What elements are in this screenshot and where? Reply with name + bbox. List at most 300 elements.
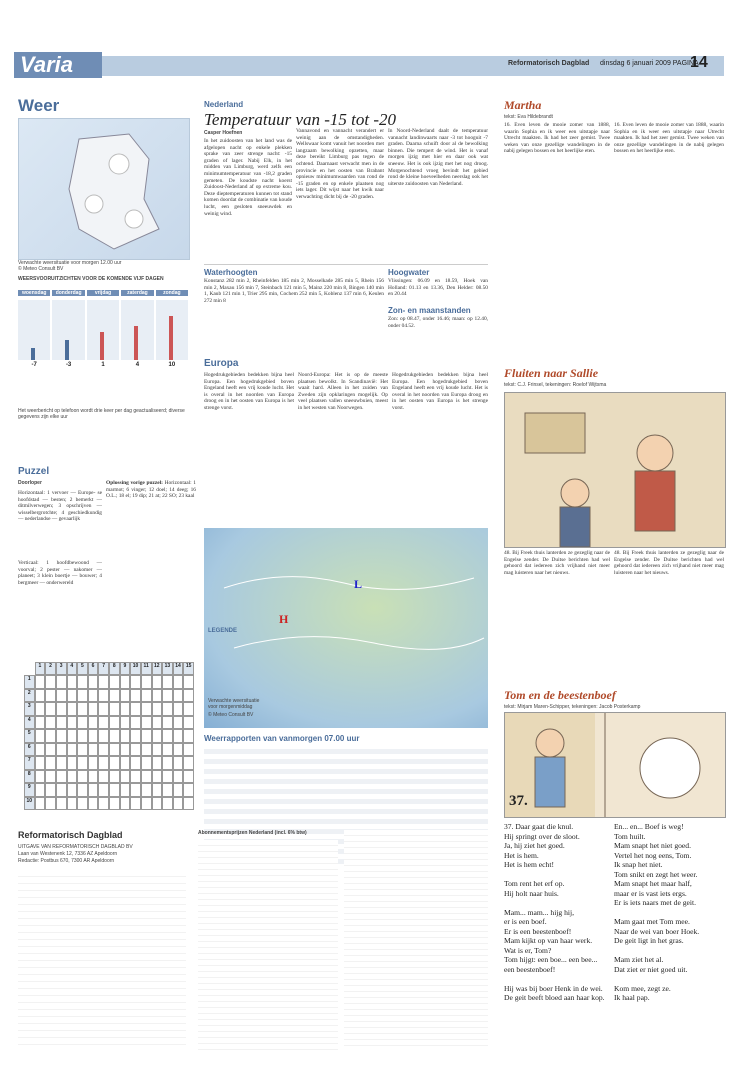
grid-cell[interactable] — [35, 675, 46, 688]
grid-cell[interactable] — [141, 756, 152, 769]
grid-cell[interactable] — [183, 797, 194, 810]
grid-col-header: 13 — [162, 662, 173, 675]
grid-cell[interactable] — [120, 797, 131, 810]
tom-line: Hij holt naar huis. — [504, 888, 559, 898]
grid-cell[interactable] — [67, 770, 78, 783]
tom-line: 37. Daar gaat die knul. — [504, 822, 574, 831]
grid-cell[interactable] — [152, 689, 163, 702]
grid-cell[interactable] — [56, 797, 67, 810]
grid-cell[interactable] — [141, 743, 152, 756]
temp-3: 4 — [135, 362, 140, 368]
date: dinsdag 6 januari 2009 PAGINA — [600, 60, 699, 67]
grid-cell[interactable] — [109, 702, 120, 715]
grid-cell[interactable] — [120, 743, 131, 756]
grid-cell[interactable] — [130, 783, 141, 796]
tom-line: maar er is vast iets ergs. — [614, 888, 687, 898]
grid-cell[interactable] — [183, 756, 194, 769]
tom-line: Dat ziet er niet goed uit. — [614, 964, 688, 974]
grid-cell[interactable] — [67, 729, 78, 742]
grid-col-header: 11 — [141, 662, 152, 675]
grid-cell[interactable] — [77, 716, 88, 729]
day-3: zaterdag — [121, 290, 153, 296]
grid-cell[interactable] — [109, 770, 120, 783]
grid-cell[interactable] — [162, 770, 173, 783]
grid-col-header: 15 — [183, 662, 194, 675]
zon-text: Zon: op 08.47, onder 16.46; maan: op 12.40, onder 04.52. — [388, 316, 488, 329]
section-label: Varia — [14, 52, 102, 78]
grid-cell[interactable] — [152, 770, 163, 783]
grid-cell[interactable] — [152, 743, 163, 756]
grid-cell[interactable] — [130, 689, 141, 702]
abonnement-table — [198, 840, 338, 1050]
grid-row-header: 10 — [24, 797, 35, 810]
grid-col-header: 8 — [109, 662, 120, 675]
grid-col-header: 3 — [56, 662, 67, 675]
grid-cell[interactable] — [130, 797, 141, 810]
grid-cell[interactable] — [183, 702, 194, 715]
puzzel-vert: Verticaal: 1 hoofdbewoond — voorval; 2 pester — nakomer — planeet; 3 klein boertje — bouwer; 4 bergmeer — onderwereld — [18, 560, 102, 586]
grid-cell[interactable] — [130, 770, 141, 783]
sallie-title: Fluiten naar Sallie — [504, 366, 599, 380]
grid-col-header: 1 — [35, 662, 46, 675]
grid-row-header: 3 — [24, 702, 35, 715]
grid-cell[interactable] — [88, 689, 99, 702]
martha-credit: tekst: Eva Hildebrandt — [504, 114, 553, 120]
tom-line — [614, 908, 724, 918]
thermometer-4 — [156, 300, 188, 360]
grid-cell[interactable] — [77, 675, 88, 688]
grid-cell[interactable] — [77, 702, 88, 715]
grid-cell[interactable] — [56, 770, 67, 783]
grid-cell[interactable] — [35, 702, 46, 715]
temp-0: -7 — [31, 362, 37, 368]
grid-cell[interactable] — [141, 783, 152, 796]
grid-cell[interactable] — [98, 783, 109, 796]
grid-cell[interactable] — [88, 797, 99, 810]
para-1: In het zuidoosten van het land was de afgelopen nacht op enkele plekken sprake van zeer strenge nacht: -15 graden of lager. Nabij Elk, in het midden van Limburg, werd zelfs een minimumtemperatuur van -18,2 graden gemeten. — [204, 138, 292, 184]
grid-cell[interactable] — [56, 756, 67, 769]
grid-cell[interactable] — [152, 702, 163, 715]
page-number: 14 — [690, 54, 708, 71]
grid-cell[interactable] — [141, 729, 152, 742]
para-6: Het is vanaf morgen ijzig met hier en daar ook wat sneeuw. Het is ook ijzig met het nog droog. Morgenochtend vroeg bevindt het gebied rond de kleine hoeveelheden neerslag ook het uiterste zuidoosten van Nederland. — [388, 147, 488, 187]
grid-col-header: 5 — [77, 662, 88, 675]
tom-line — [614, 946, 724, 956]
tom-line — [504, 974, 612, 984]
grid-cell[interactable] — [45, 797, 56, 810]
grid-cell[interactable] — [98, 756, 109, 769]
tom-line: Ik haal pap. — [614, 993, 650, 1002]
sallie-illustration — [504, 392, 726, 548]
grid-cell[interactable] — [173, 756, 184, 769]
grid-cell[interactable] — [141, 689, 152, 702]
tom-credit: tekst: Mirjam Maren-Schipper, tekeningen: Jacob Posterkamp — [504, 704, 641, 710]
grid-cell[interactable] — [152, 716, 163, 729]
grid-cell[interactable] — [162, 702, 173, 715]
grid-cell[interactable] — [173, 716, 184, 729]
tom-line: Mam... mam... hijg hij, — [504, 907, 575, 917]
grid-cell[interactable] — [45, 729, 56, 742]
grid-cell[interactable] — [35, 743, 46, 756]
thermometer-1 — [52, 300, 84, 360]
temp-2: 1 — [101, 362, 105, 368]
grid-cell[interactable] — [98, 675, 109, 688]
puzzel-horiz: Horizontaal: 1 vervoer — Europe- se hoofdstad — besten; 2 bemerkt — ditmilverwegen; 3 opschrijven — wisselbergrotchte; 4 geschiedkundig — nederlandse — gevaarlijk — [18, 490, 102, 523]
day-4: zondag — [156, 290, 188, 296]
tom-line: Tom huilt. — [614, 831, 646, 841]
grid-cell[interactable] — [98, 797, 109, 810]
grid-cell[interactable] — [67, 743, 78, 756]
grid-cell[interactable] — [141, 675, 152, 688]
grid-cell[interactable] — [88, 702, 99, 715]
grid-cell[interactable] — [183, 689, 194, 702]
grid-cell[interactable] — [35, 783, 46, 796]
tom-line: Ja, hij ziet het goed. — [504, 841, 565, 850]
grid-cell[interactable] — [45, 743, 56, 756]
tom-line: Er is iets naars met de geit. — [614, 898, 697, 907]
temp-4: 10 — [168, 362, 176, 368]
grid-cell[interactable] — [77, 743, 88, 756]
grid-cell[interactable] — [56, 689, 67, 702]
grid-cell[interactable] — [45, 689, 56, 702]
tom-line: Tom rent het erf op. — [504, 879, 565, 888]
grid-cell[interactable] — [35, 756, 46, 769]
grid-cell[interactable] — [173, 783, 184, 796]
weather-copyright: © Meteo Consult BV — [18, 266, 64, 272]
grid-cell[interactable] — [120, 729, 131, 742]
grid-cell[interactable] — [162, 756, 173, 769]
grid-cell[interactable] — [88, 756, 99, 769]
tom-line: Naar de wei van boer Hoek. — [614, 926, 700, 936]
grid-cell[interactable] — [77, 729, 88, 742]
zon-title: Zon- en maanstanden — [388, 306, 471, 315]
grid-cell[interactable] — [130, 702, 141, 715]
cloud-icon — [85, 195, 103, 213]
grid-cell[interactable] — [67, 675, 78, 688]
grid-cell[interactable] — [45, 783, 56, 796]
tom-line — [614, 974, 724, 984]
grid-cell[interactable] — [98, 702, 109, 715]
grid-cell[interactable] — [120, 689, 131, 702]
grid-cell[interactable] — [120, 756, 131, 769]
grid-cell[interactable] — [141, 770, 152, 783]
grid-col-header: 2 — [45, 662, 56, 675]
weather-title: Weer — [18, 96, 60, 115]
grid-row-header: 9 — [24, 783, 35, 796]
grid-cell[interactable] — [162, 783, 173, 796]
tom-line: Er is een beestenboef! — [504, 926, 572, 936]
paper-name: Reformatorisch Dagblad — [508, 60, 590, 67]
puzzel-title: Puzzel — [18, 466, 50, 477]
grid-cell[interactable] — [130, 756, 141, 769]
grid-cell[interactable] — [130, 743, 141, 756]
europa-col3: Hogedrukgebieden bedekken bijna heel Europa. Een hogedrukgebied boven Engeland heeft een vrij koude lucht. Het is overal in het noorden van Europa droog en in het oosten van Europa is het strenge vorst. — [392, 372, 488, 411]
grid-cell[interactable] — [109, 783, 120, 796]
weerrapport-title: Weerrapporten van vanmorgen 07.00 uur — [204, 734, 360, 743]
grid-cell[interactable] — [56, 675, 67, 688]
grid-cell[interactable] — [162, 797, 173, 810]
grid-cell[interactable] — [45, 702, 56, 715]
article-col-2 — [296, 128, 384, 262]
waterhoogten-title: Waterhoogten — [204, 268, 258, 277]
sallie-col-2: 48. Bij Freek thuis lanterden ze gezeglig naar de Engelse zender. De Duitse berichten had wel gehoord dat iedereen zich vrijhand niet meer mag luisteren naar het nieuws. — [614, 550, 724, 576]
grid-cell[interactable] — [88, 675, 99, 688]
grid-cell[interactable] — [173, 702, 184, 715]
grid-col-header: 10 — [130, 662, 141, 675]
grid-row-header: 6 — [24, 743, 35, 756]
day-1: donderdag — [52, 290, 84, 296]
grid-cell[interactable] — [152, 675, 163, 688]
grid-cell[interactable] — [152, 756, 163, 769]
tom-line: Mam ziet het al. — [614, 955, 664, 964]
sallie-drawing — [505, 393, 725, 547]
grid-cell[interactable] — [130, 729, 141, 742]
para-2: De koudste nacht koerst Zuidoost-Nederland af op extreme kou. Deze dieptemperaturen kunnen tot stand komen doordat de combinatie van koude lucht, een gesloten sneeuwdek en weinig wind. — [204, 177, 292, 217]
grid-cell[interactable] — [56, 716, 67, 729]
tom-line: Mam snapt het niet goed. — [614, 841, 691, 850]
article-section: Nederland — [204, 100, 244, 109]
tom-line — [504, 870, 612, 880]
grid-col-header: 6 — [88, 662, 99, 675]
waterhoogten-text: Konstanz 282 min 2, Rheinfelden 185 min 2, Mosselkade 285 min 5, Rhein 156 min 2, Maxau 156 min 7, Steinbach 121 min 5, Mainz 220 min 8, Bingen 140 min 1, Kaub 121 min 1, Trier 295 min, Cochem 252 min 5, Koblenz 137 min 6, Keulen 272 min 8 — [204, 278, 384, 304]
grid-cell[interactable] — [45, 716, 56, 729]
grid-row-header: 4 — [24, 716, 35, 729]
grid-cell[interactable] — [152, 797, 163, 810]
grid-col-header: 9 — [120, 662, 131, 675]
day-0: woensdag — [18, 290, 50, 296]
grid-row-header: 8 — [24, 770, 35, 783]
tom-line: Hij was bij boer Henk in de wei. — [504, 983, 603, 993]
grid-cell[interactable] — [45, 675, 56, 688]
grid-cell[interactable] — [130, 675, 141, 688]
grid-cell[interactable] — [35, 716, 46, 729]
grid-cell[interactable] — [67, 689, 78, 702]
grid-cell[interactable] — [152, 729, 163, 742]
tom-line: En... en... Boef is weg! — [614, 822, 684, 831]
tom-line: Tom hijgt: een boe... een bee... — [504, 955, 598, 964]
grid-cell[interactable] — [88, 729, 99, 742]
grid-cell[interactable] — [109, 689, 120, 702]
grid-cell[interactable] — [162, 743, 173, 756]
tom-title: Tom en de beestenboef — [504, 688, 616, 702]
high-pressure-label: H — [279, 612, 289, 626]
colofon-text-block — [18, 870, 186, 1050]
martha-col-1: 16. Even leven de mooie zomer van 1888, waarin Sophia en ik weer een uitstapje naar Utrecht maakten. Ik had het zeer gemist. Twee weken van onze gezellige wandelingen in de nabij gelegen bossen en het heerlijke eten. — [504, 122, 610, 155]
para-3: Vannavond en vannacht verandert er weinig aan de omstandigheden. Wellswaar komt vanuit het noorden met langzaam bewolking opzetten, maar deze bereikt Limburg pas tegen de ochtend. — [296, 128, 384, 167]
divider — [204, 264, 488, 265]
grid-cell[interactable] — [109, 716, 120, 729]
tom-line: De geit beeft bloed aan haar kop. — [504, 993, 605, 1002]
tom-line — [504, 898, 612, 908]
grid-cell[interactable] — [173, 689, 184, 702]
grid-cell[interactable] — [67, 702, 78, 715]
grid-cell[interactable] — [183, 770, 194, 783]
tom-line: Mam snapt het maar half, — [614, 879, 692, 888]
tom-line: Hij springt over de sloot. — [504, 831, 580, 841]
puzzle-grid[interactable] — [24, 662, 194, 822]
grid-cell[interactable] — [56, 743, 67, 756]
temp-1: -3 — [65, 362, 72, 368]
hoogwater-title: Hoogwater — [388, 268, 430, 277]
grid-row-header: 2 — [24, 689, 35, 702]
grid-row-header: 7 — [24, 756, 35, 769]
grid-cell[interactable] — [162, 675, 173, 688]
cloud-icon — [125, 210, 143, 228]
grid-cell[interactable] — [67, 797, 78, 810]
tom-line: een beestenboef! — [504, 964, 556, 974]
colofon-line-2: Redactie: Postbus 670, 7300 AR Apeldoorn — [18, 858, 115, 864]
colofon-line-1: Laan van Westenenk 12, 7336 AZ Apeldoorn — [18, 851, 118, 857]
grid-cell[interactable] — [35, 689, 46, 702]
grid-cell[interactable] — [56, 702, 67, 715]
grid-row-header: 5 — [24, 729, 35, 742]
hoogwater-text: Vlissingen: 06.09 en 18.59, Hoek van Holland: 01.13 en 13.36, Den Helder: 08.50 en 20.44 — [388, 278, 488, 298]
puzzel-subtitle: Doorloper — [18, 480, 42, 486]
grid-cell[interactable] — [67, 716, 78, 729]
abonnement-title: Abonnementsprijzen Nederland (incl. 6% btw) — [198, 830, 307, 836]
tom-line: Ik snap het niet. — [614, 860, 663, 869]
grid-cell[interactable] — [183, 716, 194, 729]
tom-col-1 — [504, 822, 612, 1003]
tom-line: De geit ligt in het gras. — [614, 936, 684, 945]
grid-cell[interactable] — [109, 756, 120, 769]
thermometer-2 — [87, 300, 119, 360]
grid-cell[interactable] — [183, 743, 194, 756]
tom-line: Mam gaat met Tom mee. — [614, 917, 690, 926]
puzzel-solution — [106, 480, 196, 650]
article-col-3 — [388, 128, 488, 262]
grid-cell[interactable] — [183, 729, 194, 742]
forecast-table — [18, 290, 188, 400]
grid-cell[interactable] — [98, 716, 109, 729]
grid-cell[interactable] — [152, 783, 163, 796]
grid-cell[interactable] — [162, 689, 173, 702]
grid-col-header: 12 — [152, 662, 163, 675]
day-2: vrijdag — [87, 290, 119, 296]
tom-line: er is een boef. — [504, 917, 547, 926]
solution-text: Horizontaal: 1 marmot; 6 vinger; 12 doel; 14 deeg; 16 O.L.; 18 el; 19 dip; 21 at; 22 SO; 23 kaal — [106, 480, 196, 500]
grid-cell[interactable] — [35, 797, 46, 810]
tom-line: Kom mee, zegt ze. — [614, 983, 671, 993]
solution-head: Oplossing vorige puzzel: — [106, 480, 163, 486]
forecast-label: WEERSVOORUITZICHTEN VOOR DE KOMENDE VIJF DAGEN — [18, 276, 164, 282]
para-4: Daarnaast verwacht men in de provincie en het oosten van Brabant opnieuw minimumwaarden van rond de -15 graden en op enkele plaatsen nog iets lager. Dit wijst naar het kwik naar verwachting dicht bij de -20 graden. — [296, 160, 384, 200]
grid-cell[interactable] — [120, 770, 131, 783]
grid-cell[interactable] — [173, 729, 184, 742]
grid-cell[interactable] — [183, 783, 194, 796]
article-col-1 — [204, 138, 292, 262]
grid-cell[interactable] — [130, 716, 141, 729]
grid-cell[interactable] — [88, 770, 99, 783]
colofon-line-0: UITGAVE VAN REFORMATORISCH DAGBLAD BV — [18, 844, 133, 850]
article-title: Temperatuur van -15 tot -20 — [204, 110, 397, 129]
grid-cell[interactable] — [162, 729, 173, 742]
grid-cell[interactable] — [35, 770, 46, 783]
grid-cell[interactable] — [45, 770, 56, 783]
tom-col-2 — [614, 822, 724, 1003]
grid-cell[interactable] — [183, 675, 194, 688]
grid-cell[interactable] — [45, 756, 56, 769]
grid-cell[interactable] — [77, 756, 88, 769]
para-5: In Noord-Nederland daalt de temperatuur vannacht landinwaarts naar -3 tot hooguit -7 graden. Daarna schuift door al de bewolking binnen. Die tempert de wind. — [388, 128, 488, 154]
grid-cell[interactable] — [88, 716, 99, 729]
grid-cell[interactable] — [88, 743, 99, 756]
tom-line: Het is hem. — [504, 850, 539, 860]
grid-cell[interactable] — [98, 770, 109, 783]
grid-cell[interactable] — [56, 729, 67, 742]
grid-cell[interactable] — [67, 756, 78, 769]
grid-cell[interactable] — [77, 770, 88, 783]
sallie-credit: tekst: C.J. Frinsel, tekeningen: Roelof Wijtsma — [504, 382, 607, 388]
grid-cell[interactable] — [98, 729, 109, 742]
panel-number: 37. — [509, 793, 528, 809]
thermometer-0 — [18, 300, 50, 360]
europa-body: Noord-Europa: Het is op de meeste plaatsen bewolkt. In Scandinavië: Het waait hard. Alleen in het zuiden van Zweden zijn opklaringen mogelijk. Op veel plaatsen vallen sneeuwbuien, meest in het westen van Noorwegen. — [298, 372, 388, 411]
weather-caption: Verwachte weersituatie voor morgen 12.00 uur — [18, 260, 122, 266]
colofon-title: Reformatorisch Dagblad — [18, 830, 123, 840]
grid-cell[interactable] — [98, 689, 109, 702]
martha-title: Martha — [504, 98, 542, 112]
sallie-col-1: 48. Bij Freek thuis lanterden ze gezeglig naar de Engelse zender. De Duitse berichten had wel gehoord dat iedereen zich vrijhand niet meer mag luisteren naar het nieuws. — [504, 550, 610, 576]
nl-map-svg — [19, 119, 189, 259]
cloud-icon — [109, 154, 129, 174]
europa-intro: Hogedrukgebieden bedekken bijna heel Europa. Een hogedrukgebied boven Engeland heeft een vrij koude lucht. Het is overal in het noorden van Europa droog en in het oosten van Europa is het strenge vorst. — [204, 372, 294, 411]
thermometer-3 — [121, 300, 153, 360]
grid-cell[interactable] — [141, 797, 152, 810]
grid-cell[interactable] — [173, 743, 184, 756]
grid-cell[interactable] — [67, 783, 78, 796]
tom-line: Mam kijkt op van haar werk. — [504, 936, 593, 945]
grid-row-header: 1 — [24, 675, 35, 688]
grid-cell[interactable] — [88, 783, 99, 796]
grid-cell[interactable] — [173, 770, 184, 783]
grid-cell[interactable] — [98, 743, 109, 756]
grid-cell[interactable] — [120, 702, 131, 715]
map-copyright: © Meteo Consult BV — [208, 712, 254, 718]
grid-cell[interactable] — [120, 675, 131, 688]
tom-illustration — [504, 712, 726, 818]
martha-col-2: 16. Even leven de mooie zomer van 1888, waarin Sophia en ik weer een uitstapje naar Utrecht maakten. Ik had het zeer gemist. Twee weken van onze gezellige wandelingen in de nabij gelegen bossen en het heerlijke eten. — [614, 122, 724, 155]
grid-cell[interactable] — [109, 729, 120, 742]
grid-cell[interactable] — [120, 716, 131, 729]
grid-cell[interactable] — [109, 797, 120, 810]
grid-cell[interactable] — [162, 716, 173, 729]
tom-line: Wat is er, Tom? — [504, 945, 552, 955]
grid-cell[interactable] — [77, 783, 88, 796]
grid-cell[interactable] — [109, 675, 120, 688]
tom-drawing — [505, 713, 725, 817]
info-block — [344, 830, 488, 1050]
grid-cell[interactable] — [141, 716, 152, 729]
grid-cell[interactable] — [120, 783, 131, 796]
grid-col-header: 4 — [67, 662, 78, 675]
grid-cell[interactable] — [77, 689, 88, 702]
grid-cell[interactable] — [109, 743, 120, 756]
grid-cell[interactable] — [77, 797, 88, 810]
tom-line: Tom snikt en zegt het weer. — [614, 869, 698, 879]
grid-cell[interactable] — [56, 783, 67, 796]
article-byline: Casper Hoefnen — [204, 130, 243, 136]
grid-col-header: 7 — [98, 662, 109, 675]
grid-cell[interactable] — [173, 797, 184, 810]
grid-col-header: 14 — [173, 662, 184, 675]
grid-cell[interactable] — [35, 729, 46, 742]
low-pressure-label: L — [354, 577, 363, 591]
grid-cell[interactable] — [141, 702, 152, 715]
legend-title: LEGENDE — [208, 628, 238, 634]
grid-cell[interactable] — [173, 675, 184, 688]
tom-line: Vertel het nog eens, Tom. — [614, 850, 692, 860]
